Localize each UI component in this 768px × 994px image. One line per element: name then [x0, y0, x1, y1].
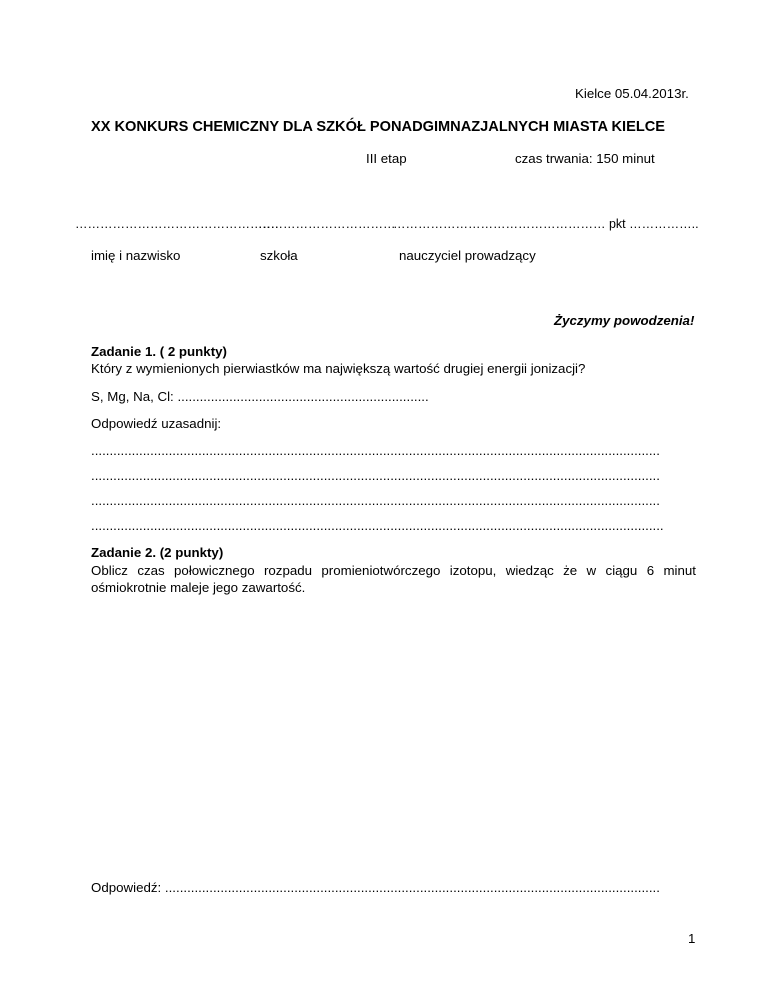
name-label: imię i nazwisko: [91, 248, 181, 263]
task2-heading: Zadanie 2. (2 punkty): [91, 545, 224, 560]
task1-question: Który z wymienionych pierwiastków ma największą wartość drugiej energii jonizacji?: [91, 361, 586, 376]
task1-elements: S, Mg, Na, Cl: ....................................................................: [91, 389, 429, 404]
teacher-points-field-line: …………………………………………… pkt ……………..: [393, 217, 699, 231]
school-label: szkoła: [260, 248, 298, 263]
stage-label: III etap: [366, 151, 407, 166]
document-title: XX KONKURS CHEMICZNY DLA SZKÓŁ PONADGIMNAZJALNYCH MIASTA KIELCE: [91, 119, 666, 135]
task2-question: Oblicz czas połowicznego rozpadu promieniotwórczego izotopu, wiedząc że w ciągu 6 minut ośmiokrotnie maleje jego zawartość.: [91, 563, 696, 595]
answer-line: ..........................................................................................................................................................: [91, 468, 660, 483]
date: Kielce 05.04.2013r.: [575, 86, 689, 101]
answer-line: ..........................................................................................................................................................: [91, 443, 660, 458]
teacher-label: nauczyciel prowadzący: [399, 248, 536, 263]
answer-line: ...........................................................................................................................................................: [91, 518, 664, 533]
duration-label: czas trwania: 150 minut: [515, 151, 655, 166]
task1-justify-label: Odpowiedź uzasadnij:: [91, 416, 222, 431]
task1-heading: Zadanie 1. ( 2 punkty): [91, 344, 227, 359]
answer-line: ..........................................................................................................................................................: [91, 493, 660, 508]
name-field-line: ………………………………………….: [75, 217, 279, 231]
good-luck-wish: Życzymy powodzenia!: [554, 313, 695, 328]
task2-answer-line: Odpowiedź: ......................................................................................................................................: [91, 880, 660, 895]
school-field-line: ……………………………: [258, 217, 396, 231]
page-number: 1: [688, 931, 696, 946]
